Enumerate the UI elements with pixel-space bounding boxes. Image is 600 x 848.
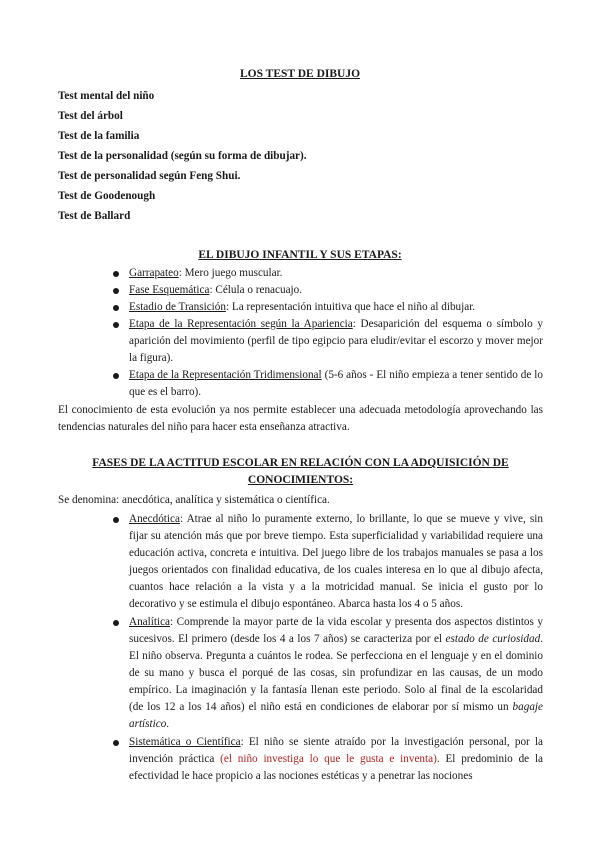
stage-term: Garrapateo xyxy=(129,267,179,279)
test-item: Test de Goodenough xyxy=(58,190,156,202)
heading-tests: LOS TEST DE DIBUJO xyxy=(239,68,361,80)
phase-emphasis: bagaje artístico xyxy=(129,701,543,730)
phase-emphasis: estado de curiosidad xyxy=(445,633,541,645)
phase-text: . xyxy=(166,718,170,730)
stage-term: Etapa de la Representación Tridimensional xyxy=(129,369,322,381)
stage-desc: : Desaparición del esquema o símbolo y aparición del movimiento (perfil de tipo egipcio para eludir/evitar el escorzo y mover mejor la figura). xyxy=(129,318,543,364)
phase-text: : Atrae al niño lo puramente externo, lo brillante, lo que se mueve y vive, sin fijar su atención más que por breve tiempo. Esta superficialidad y variabilidad requiere una educación activa, concreta e intuitiva. Del juego libre de los trabajos manuales se pasa a los juegos orientados con finalidad educativa, de los cuales interesa en lo que al dibujo afecta, cuantos hace relación a la vista y a la motricidad manual. Se inicia el gusto por lo decorativo y se estimula el dibujo espontáneo. Abarca hasta los 4 o 5 años. xyxy=(129,513,543,610)
stage-term: Fase Esquemática xyxy=(129,284,210,296)
phase-list xyxy=(111,511,543,786)
phase-highlight: (el niño investiga lo que le gusta e inventa) xyxy=(220,753,437,765)
stage-desc: : La representación intuitiva que hace el niño al dibujar. xyxy=(225,301,476,313)
stage-desc: : Célula o renacuajo. xyxy=(209,284,303,296)
stage-item xyxy=(111,282,543,299)
phase-term: Sistemática o Científica xyxy=(129,736,241,748)
test-item: Test de Ballard xyxy=(58,210,131,222)
phase-term: Analítica xyxy=(129,616,171,628)
phase-item-analitica xyxy=(111,614,543,733)
phase-item-anecdotica xyxy=(111,511,543,613)
paragraph-knowledge: El conocimiento de esta evolución ya nos permite establecer una adecuada metodología aprovechando las tendencias naturales del niño para hacer esta enseñanza atractiva. xyxy=(58,404,543,433)
stage-term: Etapa de la Representación según la Apariencia xyxy=(129,318,353,330)
stage-item xyxy=(111,316,543,367)
test-item: Test de la familia xyxy=(58,130,140,142)
heading-stages: EL DIBUJO INFANTIL Y SUS ETAPAS: xyxy=(198,249,402,261)
stage-item xyxy=(111,299,543,316)
phase-term: Anecdótica xyxy=(129,513,180,525)
test-list xyxy=(58,86,307,226)
phase-item-sistematica xyxy=(111,734,543,785)
stage-desc: : Mero juego muscular. xyxy=(178,267,283,279)
phase-text: . El niño observa. Pregunta a cuántos le rodea. Se perfecciona en el lenguaje y en el dominio de su mano y busca el porqué de las cosas, sin profundizar en las causas, de un modo empírico. La imaginación y la fantasía llenan este periodo. Solo al final de la escolaridad (de los 12 a los 14 años) el niño está en condiciones de elaborar por sí mismo un xyxy=(129,633,543,713)
stage-desc: (5-6 años - El niño empieza a tener sentido de lo que es el barro). xyxy=(129,369,543,398)
stage-term: Estadio de Transición xyxy=(129,301,226,313)
phase-text: : El niño se siente atraído por la investigación personal, por la invención práctica xyxy=(129,736,543,765)
test-item: Test mental del niño xyxy=(58,90,155,102)
test-item: Test de personalidad según Feng Shui. xyxy=(58,170,241,182)
stage-item xyxy=(111,367,543,401)
test-item: Test de la personalidad (según su forma de dibujar). xyxy=(58,150,307,162)
test-item: Test del árbol xyxy=(58,110,123,122)
phases-intro: Se denomina: anecdótica, analítica y sistemática o científica. xyxy=(58,494,330,506)
phase-text: . El predominio de la efectividad le hace propicio a las nociones estéticas y a penetrar las nociones xyxy=(129,753,544,782)
stage-list xyxy=(111,265,543,401)
stage-item xyxy=(111,265,543,282)
phase-text: : Comprende la mayor parte de la vida escolar y presenta dos aspectos distintos y sucesivos. El primero (desde los 4 a los 7 años) se caracteriza por el xyxy=(129,616,543,645)
heading-phases: FASES DE LA ACTITUD ESCOLAR EN RELACIÓN CON LA ADQUISICIÓN DE CONOCIMIENTOS: xyxy=(92,457,509,486)
